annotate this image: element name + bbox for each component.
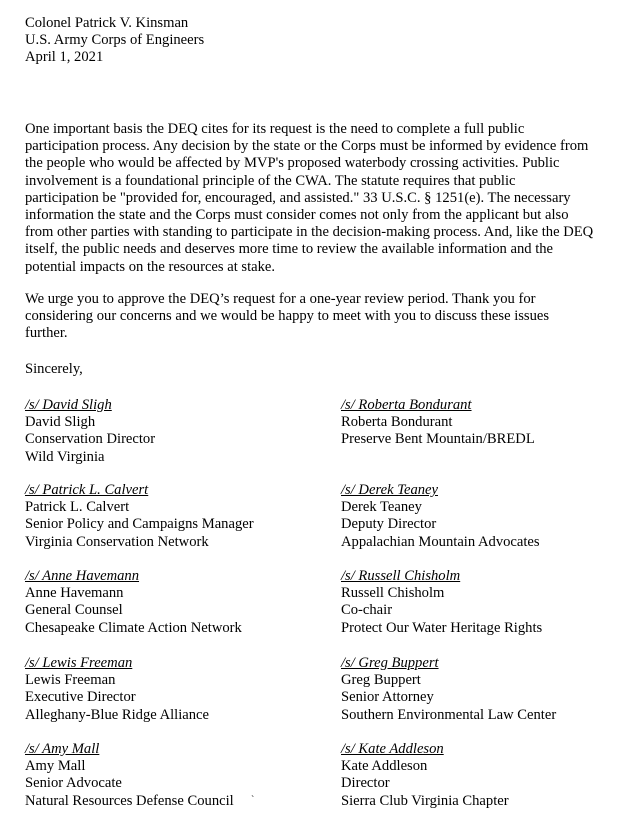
- signature-line: /s/ Greg Buppert: [341, 655, 439, 671]
- signature-line: /s/ Amy Mall: [25, 741, 100, 757]
- paragraph-line: itself, the public needs and deserves more time to review the available information and the: [25, 241, 554, 258]
- closing-salutation: Sincerely,: [25, 361, 83, 377]
- signatory-block: [25, 741, 234, 810]
- paragraph-line: participation be "provided for, encouraged, and assisted." 33 U.S.C. § 1251(e). The necessary: [25, 189, 571, 206]
- letter-header: [25, 15, 204, 67]
- signatory-block: [341, 568, 542, 637]
- paragraph-line: considering our concerns and we would be happy to meet with you to discuss these issues: [25, 308, 550, 325]
- letter-date: April 1, 2021: [25, 49, 104, 66]
- signatory-name: David Sligh: [25, 414, 96, 431]
- signatory-organization: Natural Resources Defense Council: [25, 792, 234, 809]
- signature-line: /s/ David Sligh: [25, 397, 112, 413]
- recipient-organization: U.S. Army Corps of Engineers: [25, 32, 205, 49]
- signatory-organization: Chesapeake Climate Action Network: [25, 619, 242, 636]
- paragraph-line: involvement is a foundational principle of the CWA. The statute requires that public: [25, 172, 516, 189]
- signatory-name: Greg Buppert: [341, 672, 421, 689]
- signature-line: /s/ Lewis Freeman: [25, 655, 133, 671]
- signatory-name: Lewis Freeman: [25, 672, 116, 689]
- signatory-title: Senior Policy and Campaigns Manager: [25, 516, 254, 533]
- signature-line: /s/ Roberta Bondurant: [341, 397, 472, 413]
- signature-line: /s/ Anne Havemann: [25, 568, 140, 584]
- paragraph-line: information the state and the Corps must consider comes not only from the applicant but also: [25, 207, 569, 224]
- paragraph-line: One important basis the DEQ cites for its request is the need to complete a full public: [25, 121, 525, 137]
- signature-line: /s/ Kate Addleson: [341, 741, 444, 757]
- signatory-organization: Southern Environmental Law Center: [341, 706, 557, 723]
- signatory-block: [25, 397, 155, 466]
- signatory-block: [25, 482, 254, 551]
- signatory-name: Patrick L. Calvert: [25, 499, 130, 516]
- signatory-name: Roberta Bondurant: [341, 414, 453, 431]
- signatory-title: Senior Attorney: [341, 689, 434, 706]
- signatory-title: Deputy Director: [341, 516, 437, 533]
- signatory-organization: Appalachian Mountain Advocates: [341, 533, 540, 550]
- body-paragraph-1: [25, 121, 623, 276]
- signatory-organization: Protect Our Water Heritage Rights: [341, 619, 543, 636]
- paragraph-line: participation process. Any decision by the state or the Corps must be informed by evidence from: [25, 138, 589, 155]
- signatory-organization: Preserve Bent Mountain/BREDL: [341, 431, 535, 448]
- signatory-organization: Sierra Club Virginia Chapter: [341, 792, 509, 809]
- signatory-block: [25, 655, 209, 724]
- signatory-title: Director: [341, 775, 390, 792]
- signatory-title: Co-chair: [341, 602, 393, 619]
- signature-line: /s/ Derek Teaney: [341, 482, 438, 498]
- signatory-name: Russell Chisholm: [341, 585, 445, 602]
- signatory-name: Anne Havemann: [25, 585, 124, 602]
- signatory-organization: Alleghany-Blue Ridge Alliance: [25, 706, 209, 723]
- stray-mark: `: [251, 795, 255, 806]
- paragraph-line: the people who would be affected by MVP's proposed waterbody crossing activities. Public: [25, 155, 560, 172]
- signatory-name: Amy Mall: [25, 758, 86, 775]
- body-paragraph-2: [25, 291, 623, 343]
- signatory-organization: Virginia Conservation Network: [25, 533, 209, 550]
- paragraph-line: We urge you to approve the DEQ’s request for a one-year review period. Thank you for: [25, 291, 536, 307]
- signatory-title: General Counsel: [25, 602, 123, 619]
- paragraph-line: from other parties with standing to participate in the decision-making process. And, like the DEQ: [25, 224, 594, 241]
- signatory-block: [341, 397, 535, 449]
- paragraph-line: potential impacts on the resources at stake.: [25, 258, 276, 275]
- signatory-block: [341, 655, 556, 724]
- signatory-organization: Wild Virginia: [25, 448, 105, 465]
- signature-line: /s/ Russell Chisholm: [341, 568, 461, 584]
- signatory-title: Executive Director: [25, 689, 136, 706]
- signatory-block: [341, 482, 540, 551]
- signatory-name: Kate Addleson: [341, 758, 428, 775]
- signatory-block: [341, 741, 509, 810]
- signatory-block: [25, 568, 242, 637]
- paragraph-line: further.: [25, 325, 68, 342]
- signatory-title: Conservation Director: [25, 431, 156, 448]
- signatory-name: Derek Teaney: [341, 499, 422, 516]
- signatory-title: Senior Advocate: [25, 775, 122, 792]
- signature-line: /s/ Patrick L. Calvert: [25, 482, 149, 498]
- recipient-name: Colonel Patrick V. Kinsman: [25, 15, 189, 31]
